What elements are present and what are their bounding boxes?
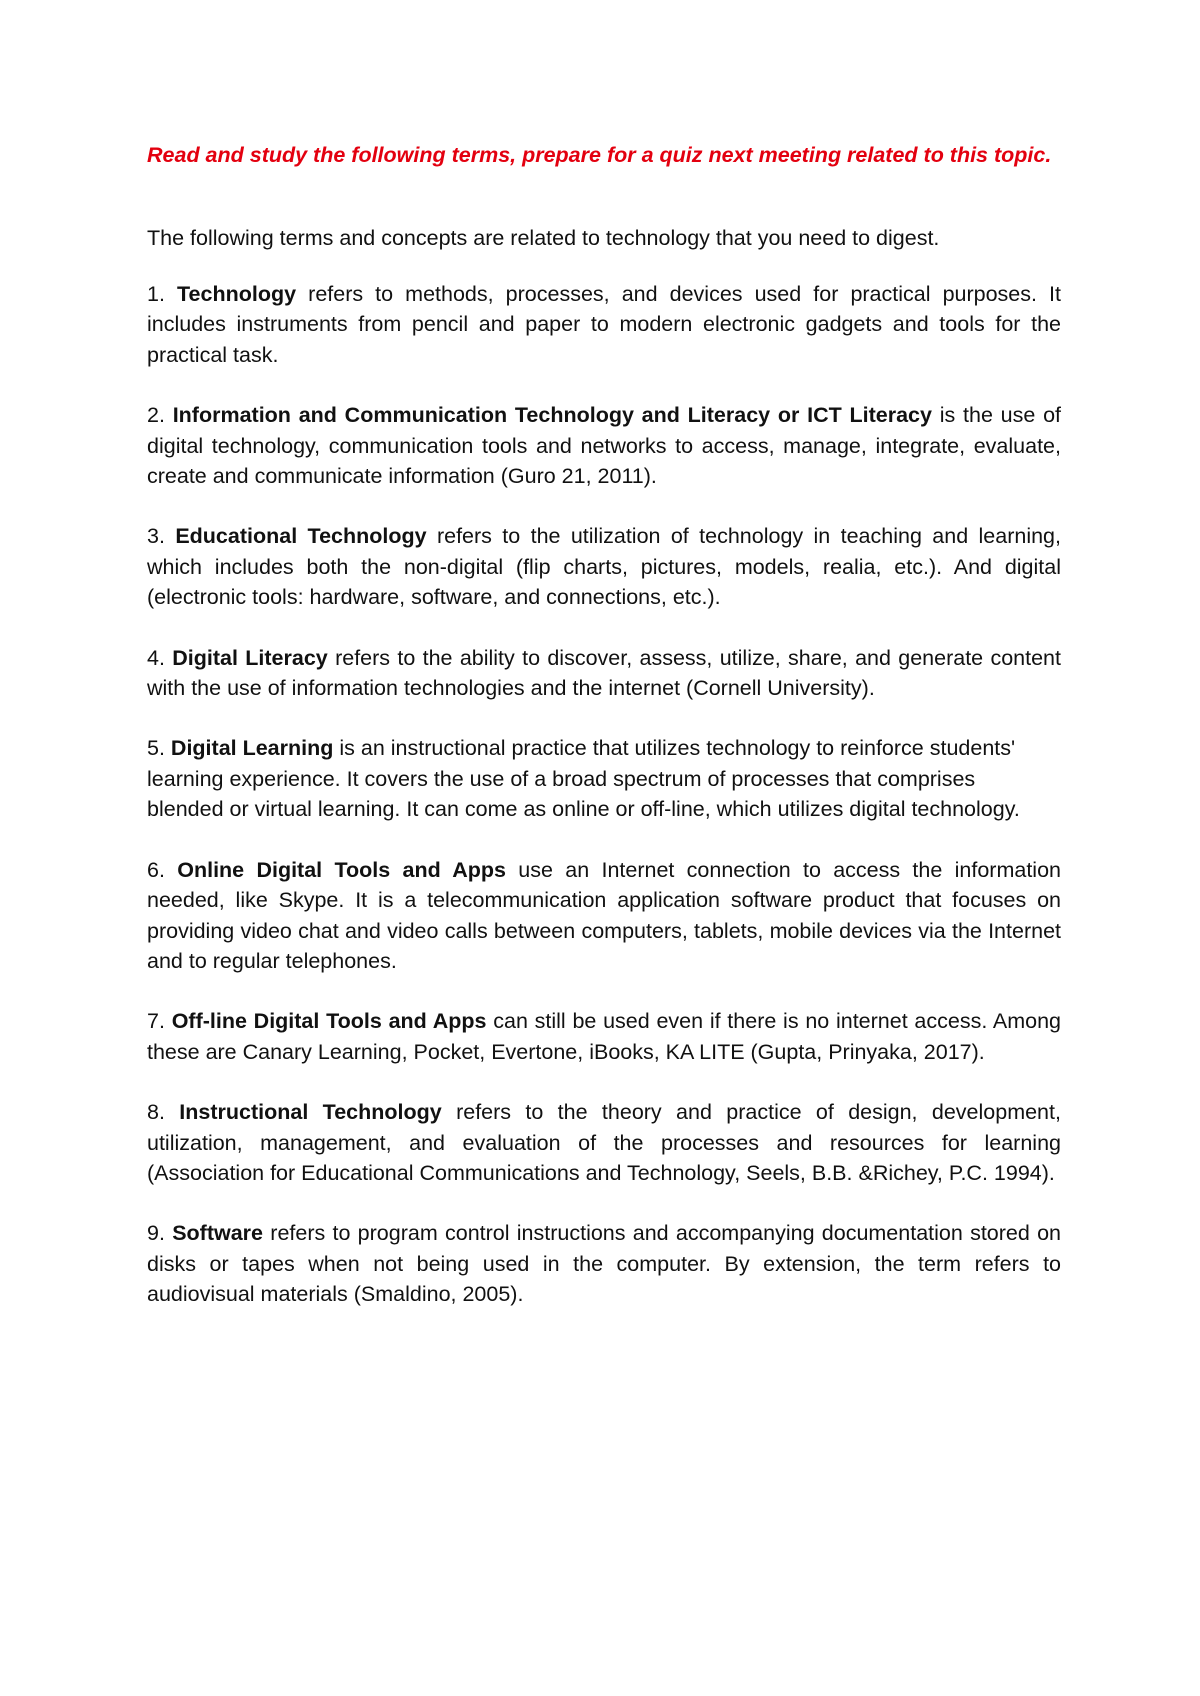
term-definition: is the use of digital technology, communication tools and networks to access, manage, integrate, evaluate, create and communicate information (Guro 21, 2011). [147,403,1062,489]
term-item-educational-technology [147,521,1061,612]
term-number: 8. [147,1100,165,1125]
term-number: 3. [147,524,165,549]
term-name: Educational Technology [175,524,427,549]
term-number: 1. [147,282,165,306]
term-definition: refers to the theory and practice of design, development, utilization, management, and evaluation of the processes and resources for learning (Association for Educational Communications and Technology, Seels, B.B. &Richey, P.C. 1994). [147,1100,1061,1185]
term-definition: use an Internet connection to access the information needed, like Skype. It is a telecommunication application software product that focuses on providing video chat and video calls between computers, tablets, mobile devices via the Internet and to regular telephones. [147,857,1061,973]
term-number: 9. [147,1221,165,1246]
term-definition: refers to the ability to discover, assess, utilize, share, and generate content with the use of information technologies and the internet (Cornell University). [147,645,1061,701]
term-name: Online Digital Tools and Apps [177,857,506,882]
term-item-instructional-technology [147,1097,1061,1188]
term-name: Digital Learning [170,736,334,761]
term-name: Off-line Digital Tools and Apps [171,1009,487,1034]
term-definition: refers to program control instructions and accompanying documentation stored on disks or tapes when not being used in the computer. By extension, the term refers to audiovisual materials (Smaldino, 2005). [147,1221,1061,1307]
term-name: Information and Communication Technology and Literacy or ICT Literacy [172,403,932,428]
term-item-ict-literacy [147,400,1061,491]
term-definition: refers to methods, processes, and devices used for practical purposes. It includes instruments from pencil and paper to modern electronic gadgets and tools for the practical task. [147,282,1061,367]
term-name: Software [172,1221,264,1246]
term-name: Instructional Technology [179,1100,442,1125]
instruction-heading: Read and study the following terms, prepare for a quiz next meeting related to this topic. [147,143,1052,167]
document-page [147,140,1061,1340]
term-definition: can still be used even if there is no internet access. Among these are Canary Learning, Pocket, Evertone, iBooks, KA LITE (Gupta, Prinyaka, 2017). [147,1009,1061,1064]
term-item-online-digital-tools [147,855,1061,977]
term-item-digital-learning [147,733,1061,824]
term-number: 2. [147,403,165,428]
intro-paragraph: The following terms and concepts are related to technology that you need to digest. [147,226,940,250]
term-name: Technology [177,282,297,306]
term-name: Digital Literacy [172,645,328,670]
term-number: 6. [147,857,165,882]
term-definition: refers to the utilization of technology in teaching and learning, which includes both the non-digital (flip charts, pictures, models, realia, etc.). And digital (electronic tools: hardware, software, and connections, etc.). [147,524,1061,610]
term-definition: is an instructional practice that utilizes technology to reinforce students' learning experience. It covers the use of a broad spectrum of processes that comprises blended or virtual learning. It can come as online or off-line, which utilizes digital technology. [147,736,1020,822]
term-item-digital-literacy [147,643,1061,704]
term-item-technology [147,279,1061,370]
term-item-software [147,1218,1061,1309]
term-number: 7. [147,1009,165,1034]
term-number: 5. [147,736,165,761]
term-number: 4. [147,645,165,670]
term-item-offline-digital-tools [147,1006,1061,1067]
